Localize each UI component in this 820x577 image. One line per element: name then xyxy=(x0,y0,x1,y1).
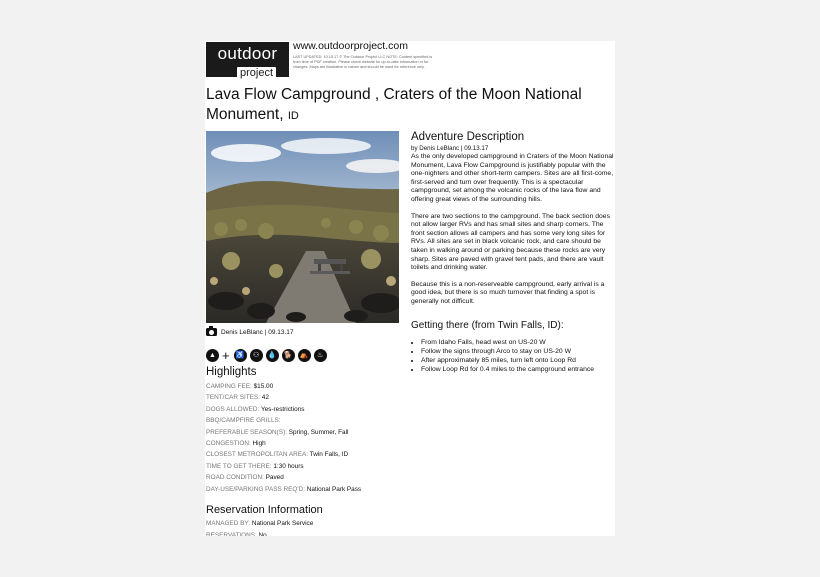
highlight-key: DOGS ALLOWED: xyxy=(206,405,260,413)
pets-icon: 🐕 xyxy=(282,349,295,362)
highlight-row xyxy=(206,449,396,460)
adventure-byline: by Denis LeBlanc | 09.13.17 xyxy=(411,145,489,152)
campground-photo-illustration xyxy=(206,131,399,323)
highlight-value: Paved xyxy=(265,474,284,482)
highlight-row xyxy=(206,484,396,495)
highlight-value: National Park Pass xyxy=(306,485,362,493)
highlight-key: PREFERABLE SEASON(S): xyxy=(206,428,287,436)
highlight-row xyxy=(206,404,396,415)
photo-caption-text: Denis LeBlanc | 09.13.17 xyxy=(221,328,294,336)
highlight-row xyxy=(206,472,396,483)
reservation-value: No xyxy=(258,531,267,536)
adventure-paragraph: There are two sections to the campground. The back section does not allow larger RVs and has small sites and sharp corners. The front section allows all campers and has some very long sites for RVs. All sites are set in black volcanic rock, and care should be taken in walking around or parking because these rocks are very sharp. Sites are paved with gravel tent pads, and there are vault toilets and drinking water. xyxy=(411,212,610,272)
tent-icon: ▲ xyxy=(206,349,219,362)
page-title xyxy=(206,85,611,126)
campground-photo xyxy=(206,131,399,323)
highlight-key: TIME TO GET THERE: xyxy=(206,462,272,470)
water-icon: 💧 xyxy=(266,349,279,362)
title-main: Lava Flow Campground , Craters of the Moon National Monument, xyxy=(206,86,582,123)
title-state: ID xyxy=(287,110,299,122)
highlight-value: 1:30 hours xyxy=(273,462,304,470)
direction-step: • Follow Loop Rd for 0.4 miles to the campground entrance xyxy=(421,365,615,374)
restroom-icon: ⚇ xyxy=(250,349,263,362)
highlight-value: High xyxy=(252,440,266,448)
directions-list xyxy=(411,338,615,374)
plus-icon: + xyxy=(222,348,230,363)
highlight-value: Twin Falls, ID xyxy=(309,451,349,459)
reservation-key: MANAGED BY: xyxy=(206,520,251,527)
highlight-key: ROAD CONDITION: xyxy=(206,474,264,482)
direction-step: • From Idaho Falls, head west on US-20 W xyxy=(421,338,615,347)
highlight-row xyxy=(206,381,396,392)
highlight-key: DAY-USE/PARKING PASS REQ'D: xyxy=(206,485,305,493)
reservation-key: RESERVATIONS: xyxy=(206,531,257,536)
highlight-row xyxy=(206,438,396,449)
adventure-paragraph: Because this is a non-reserveable campground, early arrival is a good idea, but there is so much turnover that finding a spot is generally not difficult. xyxy=(411,280,605,305)
highlights-heading: Highlights xyxy=(206,366,257,378)
adventure-paragraph: As the only developed campground in Craters of the Moon National Monument, Lava Flow Campground is justifiably popular with the one-nighters and other short-term campers. Sites are all first-come, first-served and turn over frequently. This is a spectacular campground, set among the volcanic rocks of the lava flow and offering great views of the surrounding hills. xyxy=(411,153,614,203)
reservation-list xyxy=(206,518,396,536)
adventure-heading: Adventure Description xyxy=(411,131,525,143)
campfire-icon: ♨ xyxy=(314,349,327,362)
reservation-heading: Reservation Information xyxy=(206,504,323,516)
camera-icon xyxy=(206,328,217,336)
highlight-value: Yes-restrictions xyxy=(260,405,305,413)
photo-caption xyxy=(206,328,294,336)
highlight-row xyxy=(206,392,396,403)
highlight-key: BBQ/CAMPFIRE GRILLS: xyxy=(206,417,281,425)
accessible-icon: ♿ xyxy=(234,349,247,362)
getting-there-heading: Getting there (from Twin Falls, ID): xyxy=(411,319,564,331)
picnic-table-icon: ⛺ xyxy=(298,349,311,362)
highlight-row xyxy=(206,461,396,472)
highlight-key: CAMPING FEE: xyxy=(206,383,252,390)
highlight-row xyxy=(206,427,396,438)
highlight-key: CLOSEST METROPOLITAN AREA: xyxy=(206,451,309,459)
reservation-row xyxy=(206,530,396,536)
highlight-key: TENT/CAR SITES: xyxy=(206,394,260,402)
amenity-icons xyxy=(206,349,330,362)
highlight-value: 42 xyxy=(261,394,269,402)
highlight-value: Spring, Summer, Fall xyxy=(288,428,349,436)
logo-line-1: outdoor xyxy=(217,44,278,63)
last-updated-note: LAST UPDATED: 10.15.17 © The Outdoor Project LLC NOTE: Content specified is from time of PDF creation. Please check website for up-to-date information or for changes. Maps are illustrative in nature and should be used for reference only. xyxy=(293,55,433,69)
reservation-value: National Park Service xyxy=(251,520,314,527)
direction-step: • After approximately 85 miles, turn left onto Loop Rd xyxy=(421,356,615,365)
logo-line-2: project xyxy=(237,67,276,79)
site-url[interactable]: www.outdoorproject.com xyxy=(293,41,408,52)
pdf-page xyxy=(205,41,615,536)
reservation-row xyxy=(206,518,396,530)
highlight-value: $15.00 xyxy=(253,383,274,390)
outdoor-project-logo xyxy=(206,42,289,77)
direction-step: • Follow the signs through Arco to stay on US-20 W xyxy=(421,347,615,356)
description-column xyxy=(411,130,615,374)
highlight-key: CONGESTION: xyxy=(206,440,251,448)
highlights-list xyxy=(206,381,396,495)
highlight-row xyxy=(206,415,396,426)
